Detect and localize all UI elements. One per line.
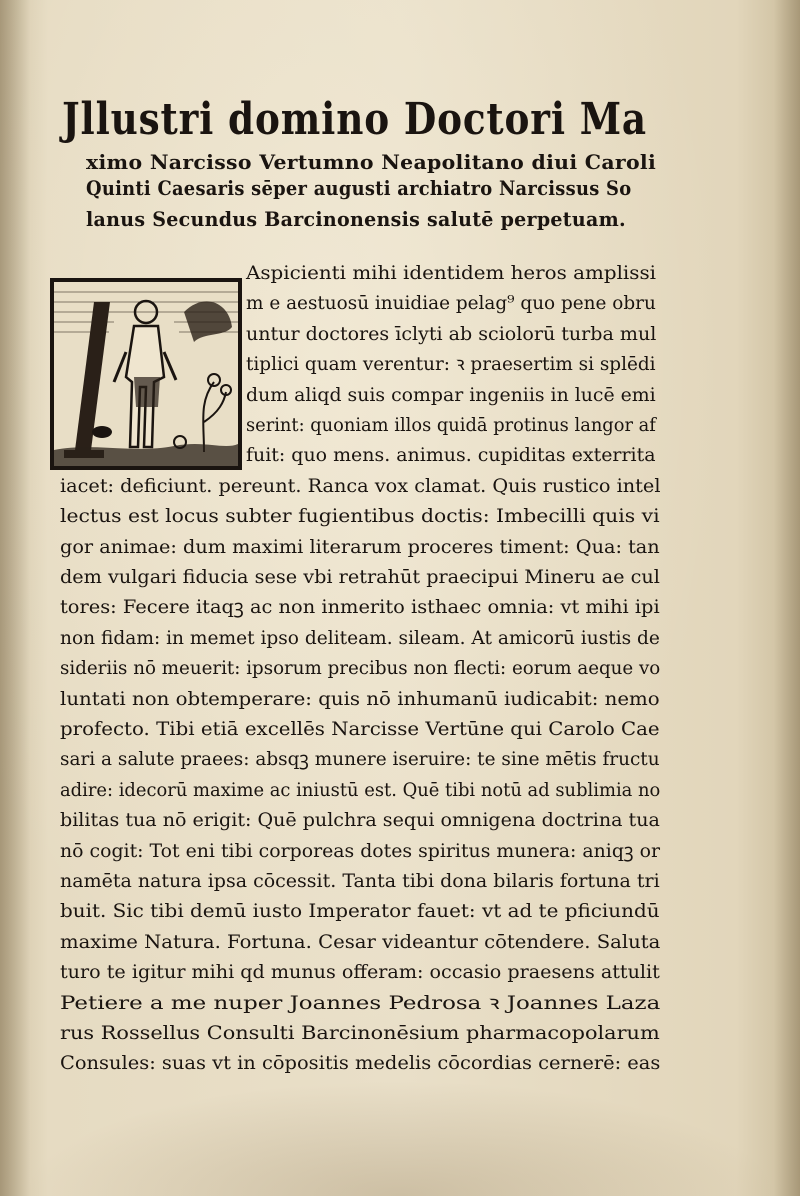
body-line: lectus est locus subter fugientibus doctis: Imbecilli quis vi <box>60 505 660 528</box>
body-line: Aspicienti mihi identidem heros amplissi <box>246 262 657 284</box>
page-edge-shadow-left <box>0 0 30 1196</box>
body-line: sideriis nō meuerit: ipsorum precibus non flecti: eorum aeque vo <box>60 657 661 680</box>
body-line: luntati non obtemperare: quis nō inhumanū iudicabit: nemo <box>60 687 660 710</box>
title-line-1: Jllustri domino Doctori Ma <box>62 94 647 145</box>
body-line: Petiere a me nuper Joannes Pedrosa ꝛ Joannes Laza <box>60 991 661 1014</box>
body-line: tores: Fecere itaqꝫ ac non inmerito isthaec omnia: vt mihi ipi <box>60 596 660 619</box>
page-bottom-stain <box>20 1080 780 1196</box>
woodcut-figure-icon <box>54 282 238 466</box>
body-line: iacet: deficiunt. pereunt. Ranca vox clamat. Quis rustico intel <box>60 474 661 497</box>
body-line: Consules: suas vt in cōpositis medelis cōcordias cernerē: eas <box>60 1052 661 1075</box>
woodcut-initial-illustration <box>50 278 242 470</box>
body-line: sari a salute praees: absqꝫ munere iseruire: te sine mētis fructu <box>60 748 660 771</box>
body-line: rus Rossellus Consulti Barcinonēsium pharmacopolarum <box>60 1022 660 1044</box>
body-line: buit. Sic tibi demū iusto Imperator fauet: vt ad te pficiundū <box>60 900 660 923</box>
body-line: nō cogit: Tot eni tibi corporeas dotes spiritus munera: aniqꝫ or <box>60 839 660 862</box>
title-line-2: ximo Narcisso Vertumno Neapolitano diui Caroli <box>86 150 657 174</box>
title-line-3: Quinti Caesaris sēper augusti archiatro Narcissus So <box>86 176 632 200</box>
body-line: non fidam: in memet ipso deliteam. sileam. At amicorū iustis de <box>60 626 660 649</box>
body-line: gor animae: dum maximi literarum proceres timent: Qua: tan <box>60 535 660 558</box>
body-line: dem vulgari fiducia sese vbi retrahūt praecipui Mineru ae cul <box>60 566 660 588</box>
page-edge-shadow-right <box>774 0 800 1196</box>
body-line: dum aliqd suis compar ingeniis in lucē emi <box>246 383 656 406</box>
body-line: turo te igitur mihi qd munus offeram: occasio praesens attulit <box>60 961 660 984</box>
body-line: m e aestuosū inuidiae pelag⁹ quo pene obru <box>246 292 656 315</box>
body-line: adire: idecorū maxime ac iniustū est. Quē tibi notū ad sublimia no <box>60 778 661 801</box>
body-line: maxime Natura. Fortuna. Cesar videantur cōtendere. Saluta <box>60 930 661 953</box>
body-line: serint: quoniam illos quidā protinus langor af <box>246 414 656 436</box>
body-line: profecto. Tibi etiā excellēs Narcisse Vertūne qui Carolo Cae <box>60 718 660 740</box>
body-line: namēta natura ipsa cōcessit. Tanta tibi dona bilaris fortuna tri <box>60 870 660 892</box>
body-line: fuit: quo mens. animus. cupiditas exterrita <box>246 444 656 467</box>
body-line: untur doctores īclyti ab sciolorū turba mul <box>246 322 657 345</box>
body-line: bilitas tua nō erigit: Quē pulchra sequi omnigena doctrina tua <box>60 809 660 832</box>
title-line-4: lanus Secundus Barcinonensis salutē perpetuam. <box>86 207 626 231</box>
body-line: tiplici quam verentur: ꝛ praesertim si splēdi <box>246 353 656 376</box>
